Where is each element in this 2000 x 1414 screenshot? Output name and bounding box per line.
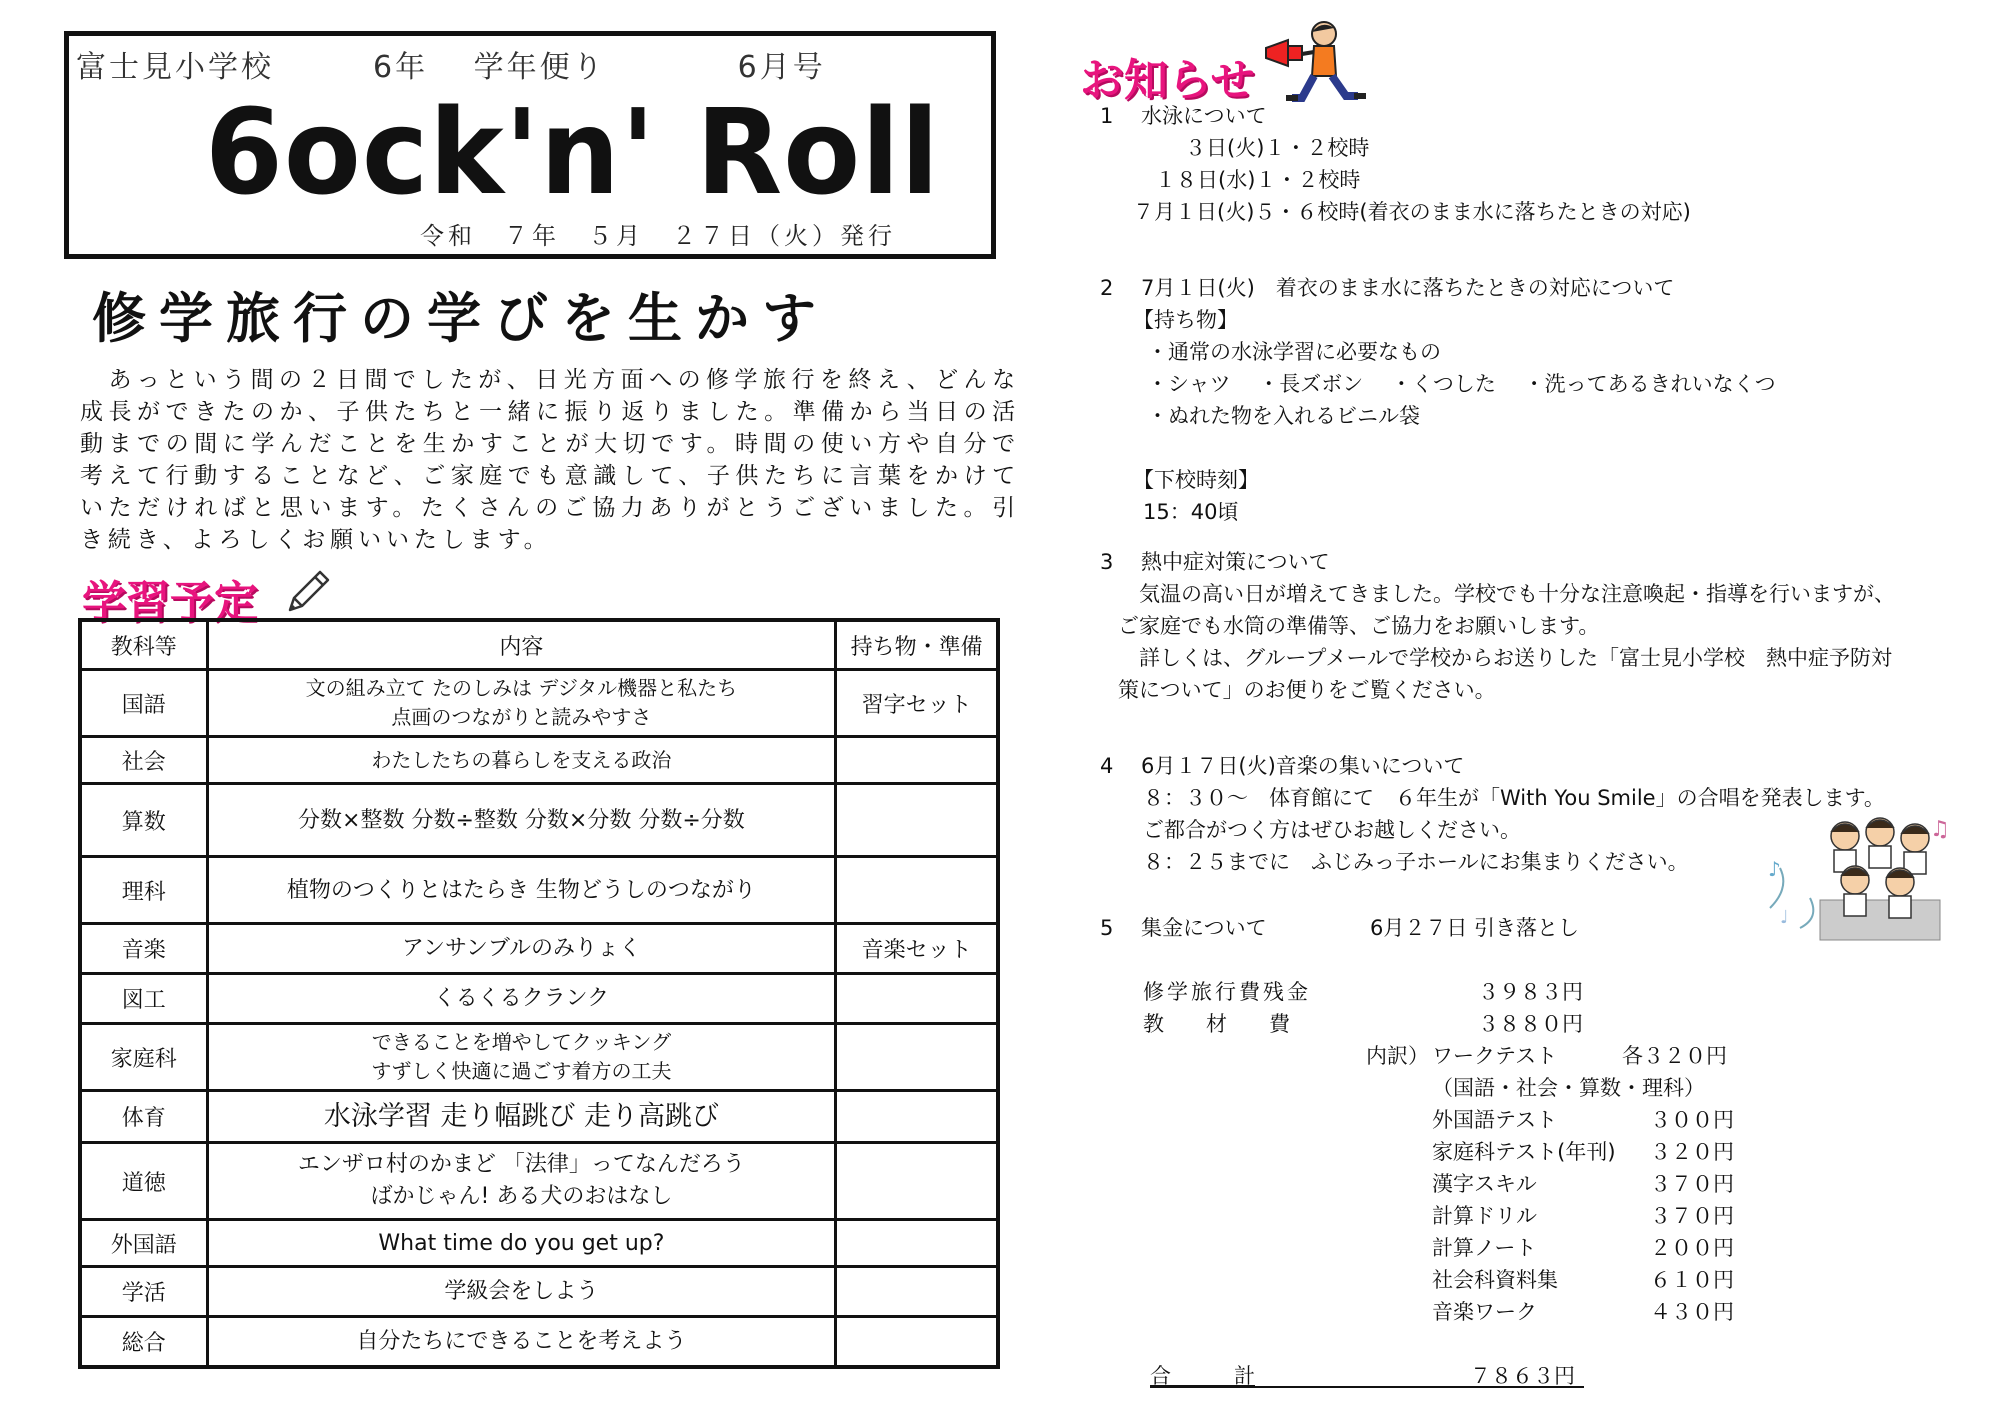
main-headline: 修学旅行の学びを生かす bbox=[92, 287, 829, 350]
table-row bbox=[80, 670, 998, 737]
withdrawal-date: 6月２７日 引き落とし bbox=[1370, 916, 1580, 940]
table-row bbox=[80, 1143, 998, 1220]
content-line: What time do you get up? bbox=[378, 1230, 665, 1256]
row-subject: 学活 bbox=[80, 1267, 207, 1317]
row-subject: 社会 bbox=[80, 737, 207, 784]
breakdown-amount: ２００円 bbox=[1650, 1236, 1734, 1260]
content-line: くるくるクランク bbox=[433, 986, 610, 1011]
row-items bbox=[836, 1024, 998, 1091]
breakdown-item: 社会科資料集 bbox=[1432, 1268, 1558, 1292]
breakdown-amount: ３２０円 bbox=[1650, 1140, 1734, 1164]
notice-4-line: ご都合がつく方はぜひお越しください。 bbox=[1143, 818, 1521, 842]
breakdown-item: 漢字スキル bbox=[1432, 1172, 1537, 1196]
table-header-row bbox=[80, 620, 998, 670]
row-content bbox=[207, 924, 836, 974]
item-line: ・ぬれた物を入れるビニル袋 bbox=[1147, 404, 1420, 428]
content-line: 植物のつくりとはたらき 生物どうしのつながり bbox=[286, 877, 756, 903]
row-subject: 国語 bbox=[80, 670, 207, 737]
content-line: すずしく快適に過ごす着方の工夫 bbox=[371, 1059, 672, 1083]
row-items bbox=[836, 1220, 998, 1267]
svg-text:♫: ♫ bbox=[1930, 817, 1950, 842]
issue: 6月号 bbox=[737, 50, 826, 85]
row-subject: 体育 bbox=[80, 1091, 207, 1143]
breakdown-item: （国語・社会・算数・理科） bbox=[1432, 1076, 1705, 1100]
row-items bbox=[836, 1091, 998, 1143]
table-row bbox=[80, 1317, 998, 1367]
table-row bbox=[80, 1267, 998, 1317]
fee-label: 教 材 費 bbox=[1143, 1012, 1290, 1036]
row-subject: 外国語 bbox=[80, 1220, 207, 1267]
row-content bbox=[207, 1267, 836, 1317]
item-line: ・通常の水泳学習に必要なもの bbox=[1147, 340, 1441, 364]
row-items bbox=[836, 1143, 998, 1220]
table-row bbox=[80, 857, 998, 924]
row-content bbox=[207, 974, 836, 1024]
row-content bbox=[207, 1091, 836, 1143]
intro-paragraph bbox=[80, 364, 1020, 556]
table-row bbox=[80, 784, 998, 857]
row-content bbox=[207, 784, 836, 857]
row-items bbox=[836, 1267, 998, 1317]
row-items: 音楽セット bbox=[836, 924, 998, 974]
content-line: ばかじゃん! ある犬のおはなし bbox=[370, 1184, 673, 1209]
row-subject: 道徳 bbox=[80, 1143, 207, 1220]
notice-3-heading: 3 熱中症対策について bbox=[1100, 550, 1330, 574]
grade: 6年 bbox=[373, 50, 429, 85]
row-subject: 図工 bbox=[80, 974, 207, 1024]
content-line: わたしたちの暮らしを支える政治 bbox=[371, 747, 672, 772]
schedule-title: 学習予定 bbox=[82, 577, 258, 628]
row-content bbox=[207, 1220, 836, 1267]
breakdown-item: 計算ノート bbox=[1432, 1236, 1537, 1260]
total-label: 合 計 bbox=[1150, 1364, 1255, 1388]
breakdown-amount: ６１０円 bbox=[1650, 1268, 1734, 1292]
megaphone-person-icon bbox=[1262, 18, 1370, 110]
table-row bbox=[80, 924, 998, 974]
notice-3-line: 詳しくは、グループメールで学校からお送りした「富士見小学校 熱中症予防対 bbox=[1118, 646, 1893, 670]
row-subject: 音楽 bbox=[80, 924, 207, 974]
items-label: 【持ち物】 bbox=[1133, 308, 1238, 332]
notice-1-heading: 1 水泳について bbox=[1100, 104, 1267, 128]
content-line: できることを増やしてクッキング bbox=[371, 1030, 672, 1054]
breakdown-item: ワークテスト bbox=[1432, 1044, 1558, 1068]
table-row bbox=[80, 737, 998, 784]
breakdown-amount: ３００円 bbox=[1650, 1108, 1734, 1132]
notice-2-heading: 2 7月１日(火) 着衣のまま水に落ちたときの対応について bbox=[1100, 276, 1675, 300]
content-line: 分数×整数 分数÷整数 分数×分数 分数÷分数 bbox=[298, 807, 745, 833]
newsletter-title: 6ock'n' Roll bbox=[205, 84, 941, 222]
table-row bbox=[80, 1024, 998, 1091]
row-content bbox=[207, 670, 836, 737]
svg-text:♩: ♩ bbox=[1780, 907, 1789, 928]
issue-date: 令和 ７年 ５月 ２７日（火）発行 bbox=[420, 222, 896, 250]
content-line: 文の組み立て たのしみは デジタル機器と私たち bbox=[305, 676, 738, 700]
newsletter-type: 学年便り bbox=[473, 50, 606, 85]
notice-1-line: ３日(火)１・２校時 bbox=[1185, 136, 1370, 160]
fee-amount: ３９８３円 bbox=[1478, 980, 1583, 1004]
fee-amount: ３８８０円 bbox=[1478, 1012, 1583, 1036]
notice-1-line: １８日(水)１・２校時 bbox=[1155, 168, 1361, 192]
row-content bbox=[207, 737, 836, 784]
header-content: 内容 bbox=[207, 620, 836, 670]
row-subject: 家庭科 bbox=[80, 1024, 207, 1091]
content-line: エンザロ村のかまど 「法律」ってなんだろう bbox=[297, 1152, 745, 1177]
header-subject: 教科等 bbox=[80, 620, 207, 670]
table-row bbox=[80, 1091, 998, 1143]
row-items bbox=[836, 1317, 998, 1367]
intro-text: あっという間の２日間でしたが、日光方面への修学旅行を終え、どんな成長ができたのか、子供たちと一緒に振り返りました。準備から当日の活動までの間に学んだことを生かすことが大切です。時間の使い方や自分で考えて行動することなど、ご家庭でも意識して、子供たちに言葉をかけていただければと思います。たくさんのご協力ありがとうございました。引き続き、よろしくお願いいたします。 bbox=[80, 367, 1020, 553]
content-line: 点画のつながりと読みやすさ bbox=[391, 705, 652, 729]
header-items: 持ち物・準備 bbox=[836, 620, 998, 670]
breakdown-item: 音楽ワーク bbox=[1432, 1300, 1537, 1324]
notice-4-line: ８：３０～ 体育館にて ６年生が「With You Smile」の合唱を発表します。 bbox=[1143, 786, 1885, 810]
breakdown-amount: ３７０円 bbox=[1650, 1172, 1734, 1196]
schedule-table bbox=[78, 618, 1000, 1369]
notice-4-heading: 4 6月１７日(火)音楽の集いについて bbox=[1100, 754, 1465, 778]
content-line: 学級会をしよう bbox=[444, 1279, 599, 1304]
row-content bbox=[207, 1024, 836, 1091]
breakdown-amount: ３７０円 bbox=[1650, 1204, 1734, 1228]
content-line: 自分たちにできることを考えよう bbox=[356, 1328, 687, 1354]
row-content bbox=[207, 1143, 836, 1220]
breakdown-item: 家庭科テスト(年刊) bbox=[1432, 1140, 1616, 1164]
dismissal-time: 15：40頃 bbox=[1143, 500, 1239, 524]
table-row bbox=[80, 974, 998, 1024]
row-content bbox=[207, 857, 836, 924]
pencil-icon bbox=[282, 566, 334, 618]
breakdown-item: 外国語テスト bbox=[1432, 1108, 1558, 1132]
row-subject: 理科 bbox=[80, 857, 207, 924]
content-line: 水泳学習 走り幅跳び 走り高跳び bbox=[323, 1101, 719, 1132]
row-content bbox=[207, 1317, 836, 1367]
notice-3-line: ご家庭でも水筒の準備等、ご協力をお願いします。 bbox=[1118, 614, 1600, 638]
notice-title: お知らせ bbox=[1080, 55, 1255, 106]
breakdown-label: 内訳） bbox=[1366, 1044, 1429, 1068]
row-items bbox=[836, 857, 998, 924]
item-line: ・シャツ ・長ズボン ・くつした ・洗ってあるきれいなくつ bbox=[1147, 372, 1776, 396]
row-items bbox=[836, 737, 998, 784]
breakdown-amount: ４３０円 bbox=[1650, 1300, 1734, 1324]
notice-4-line: ８：２５までに ふじみっ子ホールにお集まりください。 bbox=[1143, 850, 1689, 874]
row-subject: 総合 bbox=[80, 1317, 207, 1367]
fee-label: 修学旅行費残金 bbox=[1143, 980, 1311, 1004]
notice-5-heading: 5 集金について bbox=[1100, 916, 1267, 940]
notice-3-line: 気温の高い日が増えてきました。学校でも十分な注意喚起・指導を行いますが、 bbox=[1118, 582, 1895, 606]
row-items: 習字セット bbox=[836, 670, 998, 737]
school-name: 富士見小学校 bbox=[76, 50, 274, 85]
content-line: アンサンブルのみりょく bbox=[401, 936, 641, 961]
total-amount: ７８６３円 bbox=[1470, 1364, 1575, 1388]
breakdown-amount: 各３２０円 bbox=[1622, 1044, 1727, 1068]
table-row bbox=[80, 1220, 998, 1267]
notice-3-line: 策について」のお便りをご覧ください。 bbox=[1118, 678, 1496, 702]
singing-children-illustration bbox=[1760, 808, 1960, 948]
notice-1-line: ７月１日(火)５・６校時(着衣のまま水に落ちたときの対応) bbox=[1133, 200, 1691, 224]
row-items bbox=[836, 784, 998, 857]
dismissal-label: 【下校時刻】 bbox=[1133, 468, 1259, 492]
row-subject: 算数 bbox=[80, 784, 207, 857]
breakdown-item: 計算ドリル bbox=[1432, 1204, 1537, 1228]
row-items bbox=[836, 974, 998, 1024]
header-info-line bbox=[76, 42, 826, 86]
svg-text:♪: ♪ bbox=[1768, 857, 1781, 881]
